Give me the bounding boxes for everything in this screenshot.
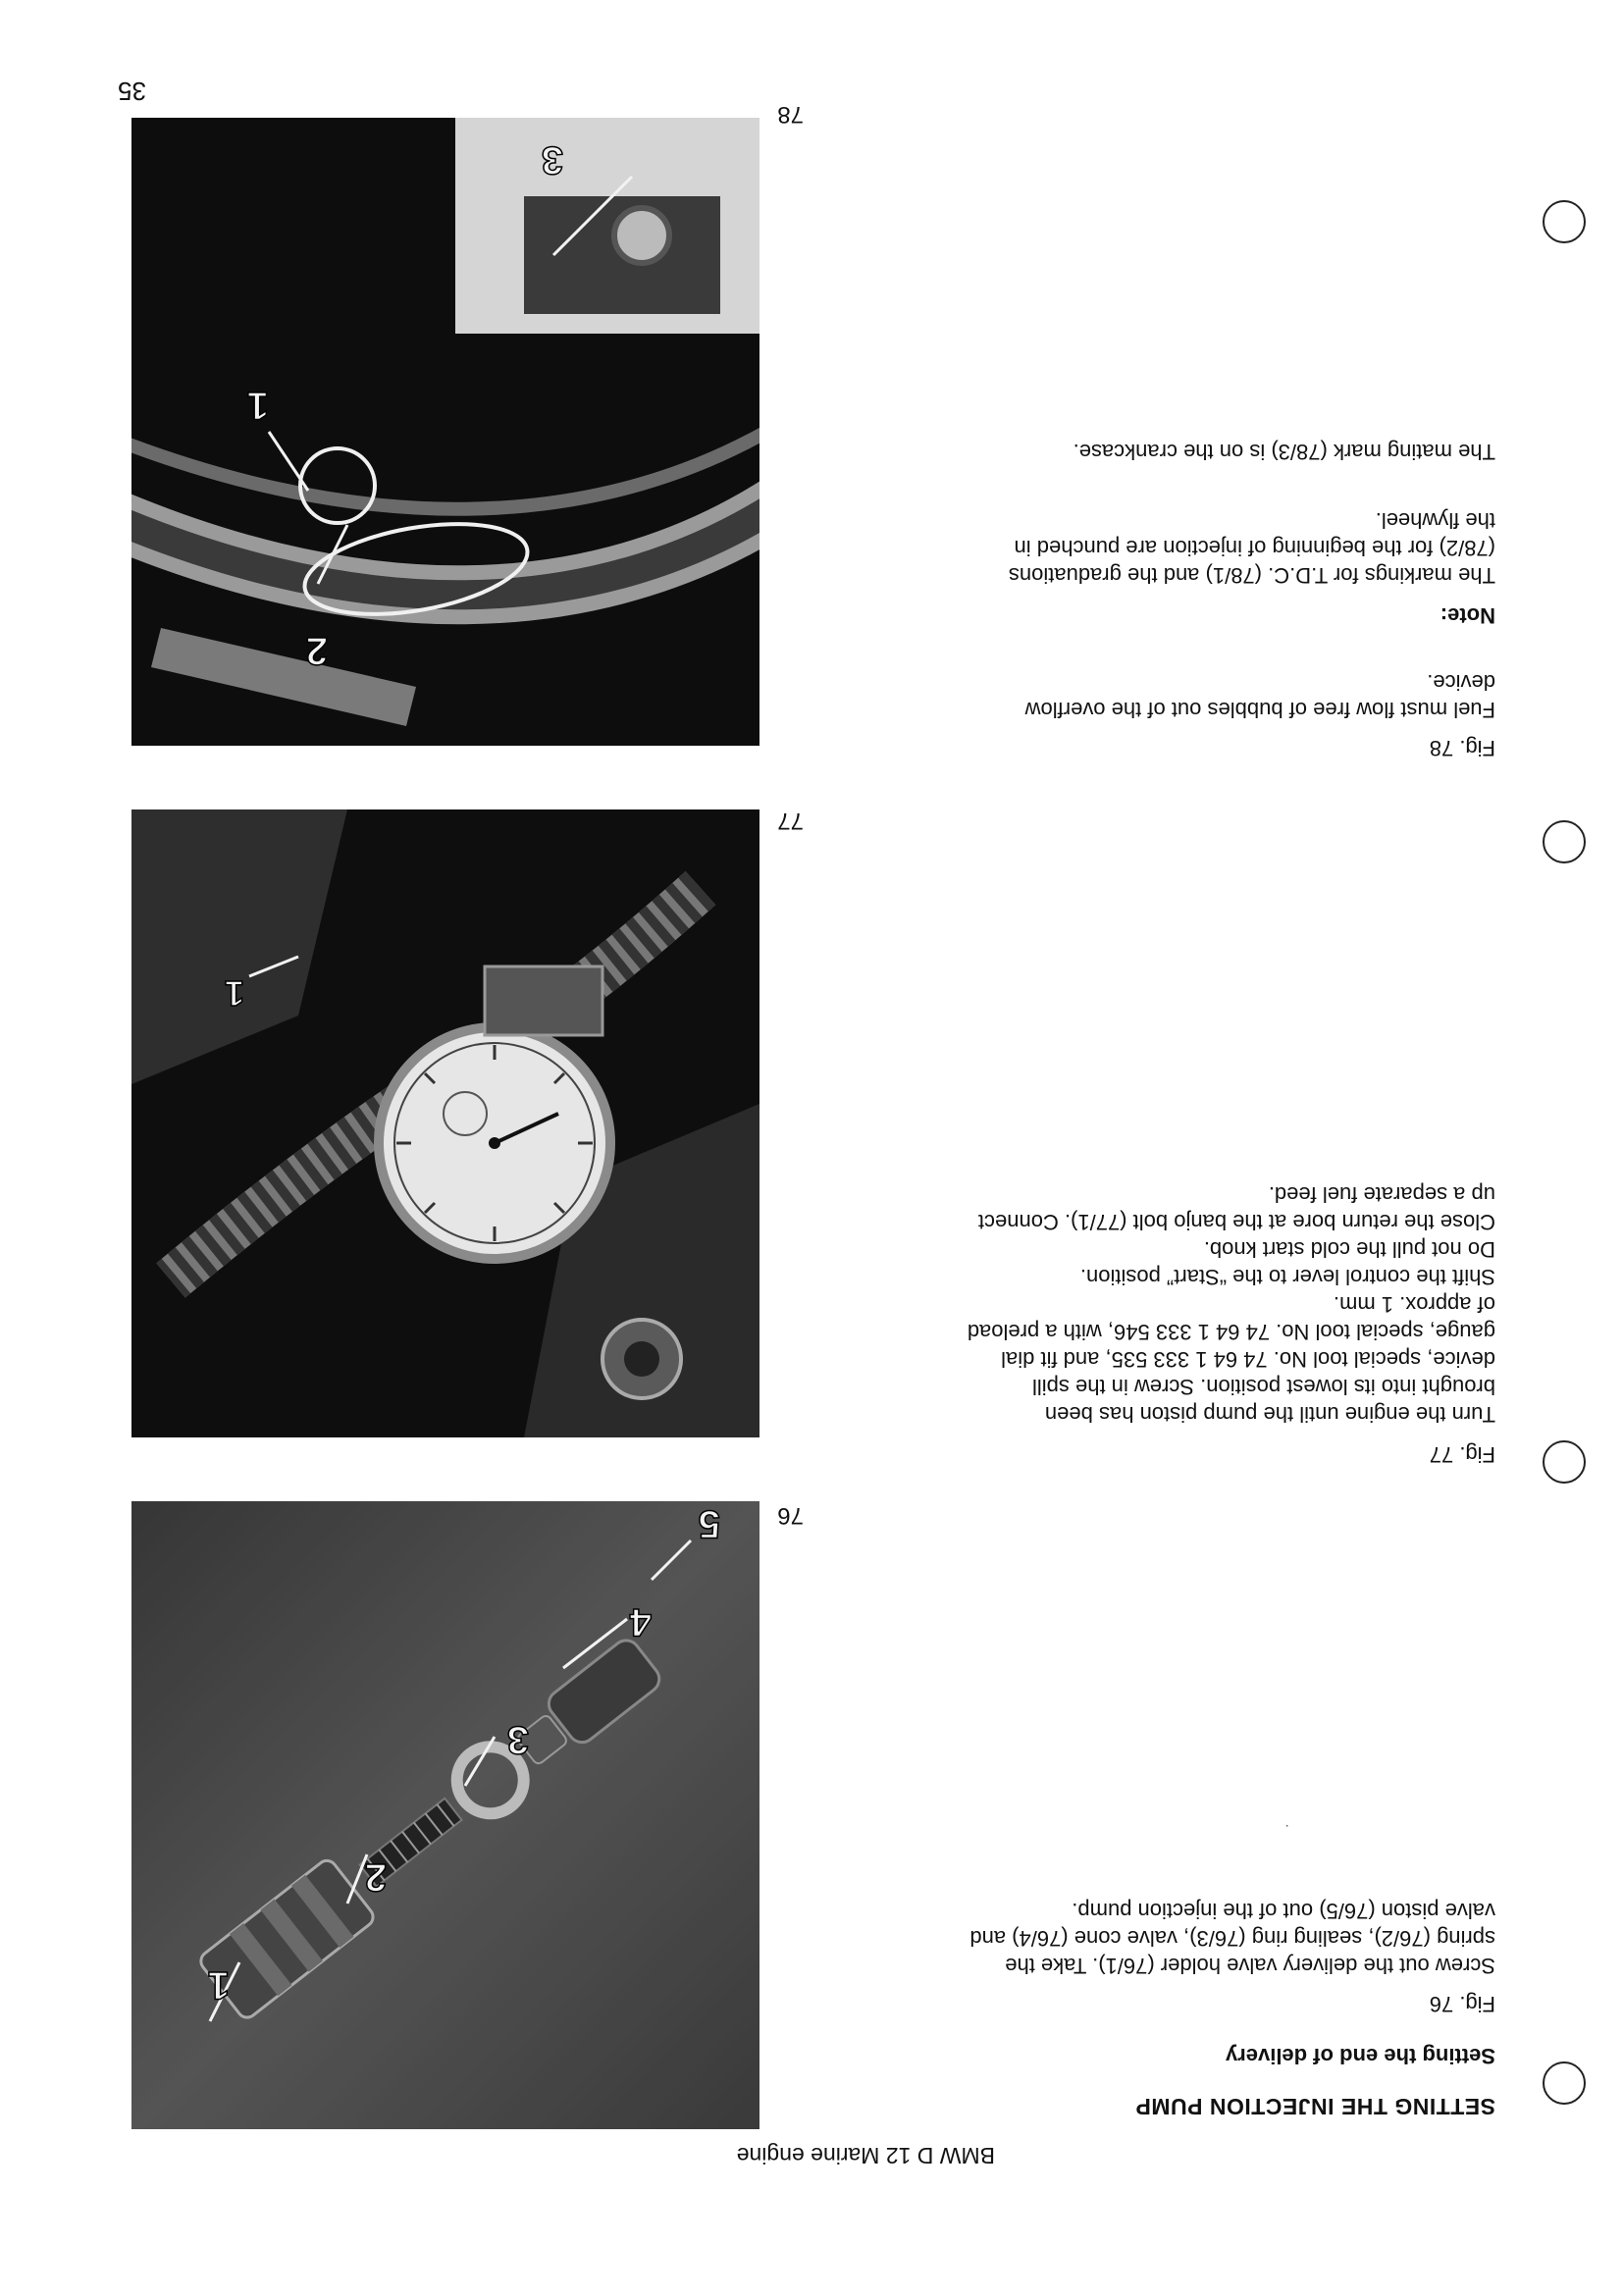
fig77-text: Turn the engine until the pump piston has been brought into its lowest position. Screw in the spill device, special tool No. 74 64 1 333 535, and fit dial gauge, special tool No. 74 64 1 333 546, with a preload of approx. 1 mm. Shift the control lever to the “Start” position. Do not pull the cold start knob. Close the return bore at the banjo bolt (77/1). Connect up a separate fuel feed. <box>967 1182 1495 1427</box>
flywheel-marks-photo-icon <box>131 118 759 746</box>
fig78-callout-3: 3 <box>541 138 563 182</box>
fig76-photo-number: 76 <box>777 1502 804 1529</box>
fig78-photo-number: 78 <box>777 101 804 128</box>
page-header: BMW D 12 Marine engine <box>736 2143 995 2168</box>
fig77-photo <box>131 809 759 1437</box>
fig77-photo-number: 77 <box>777 808 804 834</box>
fig78-note-label: Note: <box>1440 603 1495 628</box>
fig78-callout-2: 2 <box>305 629 328 672</box>
fig78-photo <box>131 118 759 746</box>
fig76-label: Fig. 76 <box>1429 1992 1495 2016</box>
punch-hole <box>1543 820 1586 863</box>
fig76-callout-5: 5 <box>698 1502 720 1545</box>
subsection-title: Setting the end of delivery <box>1225 2044 1495 2068</box>
dial-gauge-photo-icon <box>131 809 759 1437</box>
section-title: SETTING THE INJECTION PUMP <box>1135 2094 1495 2119</box>
fig76-callout-1: 1 <box>207 1963 230 2007</box>
fig78-callout-1: 1 <box>246 384 269 427</box>
fig78-note-text: The markings for T.D.C. (78/1) and the graduations (78/2) for the beginning of injection are punched in the flywheel. <box>1008 508 1495 588</box>
fig78-mating-text: The mating mark (78/3) is on the crankcase. <box>1073 440 1495 464</box>
fig76-callout-3: 3 <box>506 1718 529 1761</box>
fig76-callout-4: 4 <box>629 1600 652 1644</box>
punch-hole <box>1543 2061 1586 2105</box>
fig76-callout-2: 2 <box>364 1855 387 1899</box>
page-number: 35 <box>118 77 146 106</box>
fig76-photo <box>131 1501 759 2129</box>
fig78-label: Fig. 78 <box>1429 736 1495 760</box>
fig77-label: Fig. 77 <box>1429 1442 1495 1467</box>
punch-hole <box>1543 1440 1586 1484</box>
valve-parts-photo-icon <box>131 1501 759 2129</box>
scan-speck: · <box>1284 1819 1289 1835</box>
fig77-callout-1: 1 <box>224 973 244 1014</box>
fig76-text: Screw out the delivery valve holder (76/1). Take the spring (76/2), sealing ring (76/3), valve cone (76/4) and valve piston (76/5) out of the injection pump. <box>969 1899 1495 1978</box>
fig78-text: Fuel must flow free of bubbles out of the overflow device. <box>1024 670 1495 722</box>
punch-hole <box>1543 200 1586 243</box>
